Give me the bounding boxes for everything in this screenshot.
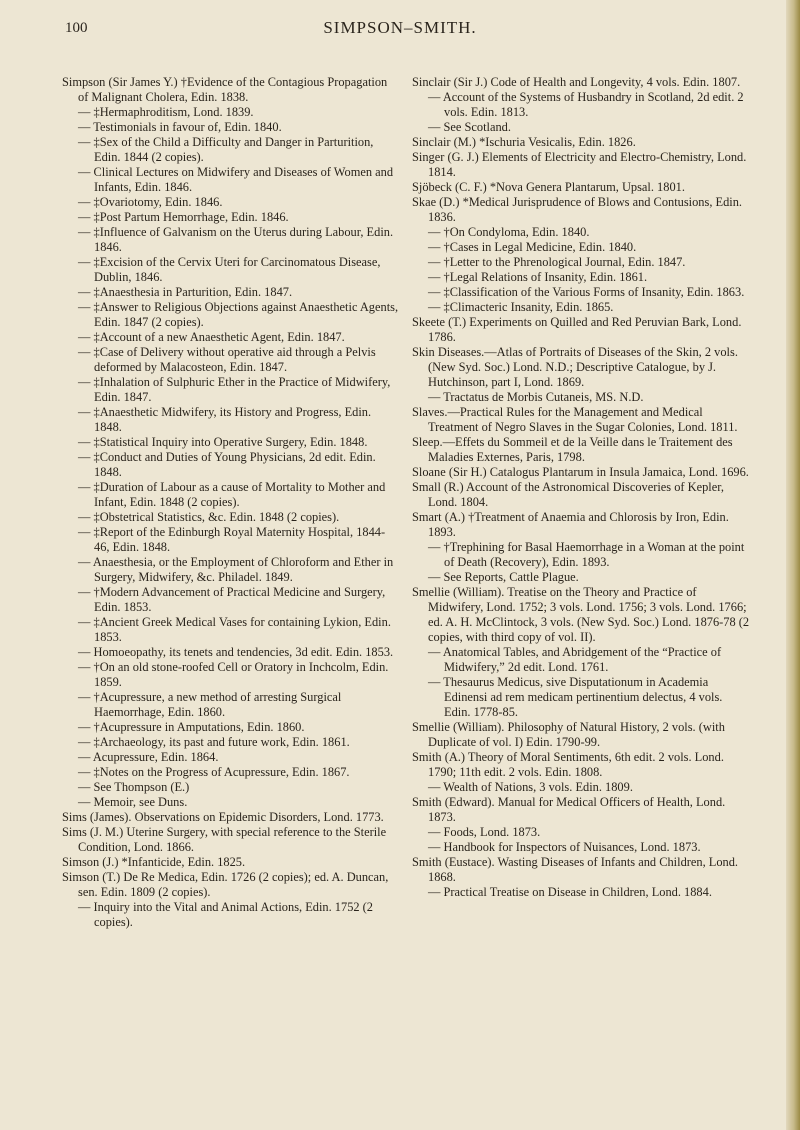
catalogue-entry: Smellie (William). Philosophy of Natural History, 2 vols. (with Duplicate of vol. I) Edin. 1790-99. [412,720,725,749]
catalogue-entry: Smith (A.) Theory of Moral Sentiments, 6th edit. 2 vols. Lond. 1790; 11th edit. 2 vols. Edin. 1808. [412,750,724,779]
catalogue-entry: — †Cases in Legal Medicine, Edin. 1840. [412,240,750,255]
catalogue-entry: — ‡Archaeology, its past and future work, Edin. 1861. [62,735,400,750]
catalogue-entry: — Testimonials in favour of, Edin. 1840. [62,120,400,135]
catalogue-entry: — †On an old stone-roofed Cell or Oratory in Inchcolm, Edin. 1859. [62,660,400,690]
catalogue-entry: Simson (J.) *Infanticide, Edin. 1825. [62,855,246,869]
catalogue-entry: — See Reports, Cattle Plague. [412,570,750,585]
catalogue-entry: — ‡Inhalation of Sulphuric Ether in the Practice of Midwifery, Edin. 1847. [62,375,400,405]
catalogue-entry: — ‡Case of Delivery without operative aid through a Pelvis deformed by Malacosteon, Edin. 1847. [62,345,400,375]
catalogue-entry: Slaves.—Practical Rules for the Management and Medical Treatment of Negro Slaves in the Sugar Colonies, Lond. 1811. [412,405,738,434]
catalogue-entry: — ‡Conduct and Duties of Young Physicians, 2d edit. Edin. 1848. [62,450,400,480]
catalogue-entry: — †Acupressure, a new method of arresting Surgical Haemorrhage, Edin. 1860. [62,690,400,720]
catalogue-entry: — Thesaurus Medicus, sive Disputationum in Academia Edinensi ad rem medicam pertinentium delectus, 4 vols. Edin. 1778-85. [412,675,750,720]
catalogue-entry: — ‡Excision of the Cervix Uteri for Carcinomatous Disease, Dublin, 1846. [62,255,400,285]
catalogue-entry: Sjöbeck (C. F.) *Nova Genera Plantarum, Upsal. 1801. [412,180,685,194]
catalogue-entry: — †Acupressure in Amputations, Edin. 1860. [62,720,400,735]
page-number: 100 [65,20,88,36]
catalogue-entry: — ‡Anaesthetic Midwifery, its History and Progress, Edin. 1848. [62,405,400,435]
catalogue-entry: — ‡Hermaphroditism, Lond. 1839. [62,105,400,120]
catalogue-entry: — Practical Treatise on Disease in Children, Lond. 1884. [412,885,750,900]
catalogue-entry: — ‡Notes on the Progress of Acupressure, Edin. 1867. [62,765,400,780]
catalogue-entry: — See Scotland. [412,120,750,135]
catalogue-entry: — Anaesthesia, or the Employment of Chloroform and Ether in Surgery, Midwifery, &c. Philadel. 1849. [62,555,400,585]
catalogue-entry: — See Thompson (E.) [62,780,400,795]
catalogue-entry: Simson (T.) De Re Medica, Edin. 1726 (2 copies); ed. A. Duncan, sen. Edin. 1809 (2 copies). [62,870,389,899]
catalogue-entry: Smellie (William). Treatise on the Theory and Practice of Midwifery, Lond. 1752; 3 vols. Lond. 1756; 3 vols. Lond. 1766; ed. A. H. McClintock, 3 vols. (New Syd. Soc.) Lond. 1876-78 (2 copies, with third copy of vol. II). [412,585,750,644]
catalogue-entry: — ‡Post Partum Hemorrhage, Edin. 1846. [62,210,400,225]
catalogue-entry: — ‡Report of the Edinburgh Royal Maternity Hospital, 1844-46, Edin. 1848. [62,525,400,555]
catalogue-entry: — Memoir, see Duns. [62,795,400,810]
catalogue-entry: — Anatomical Tables, and Abridgement of the “Practice of Midwifery,” 2d edit. Lond. 1761. [412,645,750,675]
catalogue-entry: — Handbook for Inspectors of Nuisances, Lond. 1873. [412,840,750,855]
catalogue-entry: Smith (Edward). Manual for Medical Officers of Health, Lond. 1873. [412,795,726,824]
catalogue-entry: — ‡Account of a new Anaesthetic Agent, Edin. 1847. [62,330,400,345]
catalogue-entry: Skeete (T.) Experiments on Quilled and Red Peruvian Bark, Lond. 1786. [412,315,742,344]
catalogue-entry: — †Legal Relations of Insanity, Edin. 1861. [412,270,750,285]
catalogue-entry: Small (R.) Account of the Astronomical Discoveries of Kepler, Lond. 1804. [412,480,724,509]
catalogue-entry: — Inquiry into the Vital and Animal Actions, Edin. 1752 (2 copies). [62,900,400,930]
catalogue-entry: Singer (G. J.) Elements of Electricity and Electro-Chemistry, Lond. 1814. [412,150,747,179]
catalogue-entry: — ‡Anaesthesia in Parturition, Edin. 1847. [62,285,400,300]
catalogue-entry: Skin Diseases.—Atlas of Portraits of Diseases of the Skin, 2 vols. (New Syd. Soc.) Lond. N.D.; Descriptive Catalogue, by J. Hutchinson, part I, Lond. 1869. [412,345,738,389]
catalogue-entry: — ‡Ancient Greek Medical Vases for containing Lykion, Edin. 1853. [62,615,400,645]
catalogue-entry: — ‡Statistical Inquiry into Operative Surgery, Edin. 1848. [62,435,400,450]
catalogue-entry: — ‡Obstetrical Statistics, &c. Edin. 1848 (2 copies). [62,510,400,525]
left-column [62,75,400,930]
catalogue-entry: — Wealth of Nations, 3 vols. Edin. 1809. [412,780,750,795]
page-edge [786,0,800,1130]
catalogue-entry: — ‡Sex of the Child a Difficulty and Danger in Parturition, Edin. 1844 (2 copies). [62,135,400,165]
catalogue-entry: Skae (D.) *Medical Jurisprudence of Blows and Contusions, Edin. 1836. [412,195,743,224]
catalogue-entry: Sims (James). Observations on Epidemic Disorders, Lond. 1773. [62,810,384,824]
catalogue-entry: — Clinical Lectures on Midwifery and Diseases of Women and Infants, Edin. 1846. [62,165,400,195]
catalogue-entry: — †Modern Advancement of Practical Medicine and Surgery, Edin. 1853. [62,585,400,615]
catalogue-entry: — †Trephining for Basal Haemorrhage in a Woman at the point of Death (Recovery), Edin. 1893. [412,540,750,570]
catalogue-entry: Sleep.—Effets du Sommeil et de la Veille dans le Traitement des Maladies Externes, Paris, 1798. [412,435,733,464]
right-column [412,75,750,900]
catalogue-entry: — ‡Influence of Galvanism on the Uterus during Labour, Edin. 1846. [62,225,400,255]
catalogue-entry: — ‡Classification of the Various Forms of Insanity, Edin. 1863. [412,285,750,300]
catalogue-entry: — Foods, Lond. 1873. [412,825,750,840]
catalogue-entry: — †On Condyloma, Edin. 1840. [412,225,750,240]
catalogue-entry: Sims (J. M.) Uterine Surgery, with special reference to the Sterile Condition, Lond. 1866. [62,825,387,854]
catalogue-entry: — ‡Climacteric Insanity, Edin. 1865. [412,300,750,315]
catalogue-entry: — †Letter to the Phrenological Journal, Edin. 1847. [412,255,750,270]
catalogue-entry: — ‡Duration of Labour as a cause of Mortality to Mother and Infant, Edin. 1848 (2 copies). [62,480,400,510]
catalogue-entry: — ‡Ovariotomy, Edin. 1846. [62,195,400,210]
catalogue-entry: — Acupressure, Edin. 1864. [62,750,400,765]
catalogue-entry: Sinclair (M.) *Ischuria Vesicalis, Edin. 1826. [412,135,636,149]
catalogue-entry: — ‡Answer to Religious Objections against Anaesthetic Agents, Edin. 1847 (2 copies). [62,300,400,330]
catalogue-entry: Smith (Eustace). Wasting Diseases of Infants and Children, Lond. 1868. [412,855,739,884]
catalogue-entry: — Tractatus de Morbis Cutaneis, MS. N.D. [412,390,750,405]
catalogue-entry: Simpson (Sir James Y.) †Evidence of the Contagious Propagation of Malignant Cholera, Edin. 1838. [62,75,388,104]
running-head: SIMPSON–SMITH. [323,18,477,37]
catalogue-entry: Smart (A.) †Treatment of Anaemia and Chlorosis by Iron, Edin. 1893. [412,510,729,539]
catalogue-entry: — Account of the Systems of Husbandry in Scotland, 2d edit. 2 vols. Edin. 1813. [412,90,750,120]
catalogue-entry: Sloane (Sir H.) Catalogus Plantarum in Insula Jamaica, Lond. 1696. [412,465,749,479]
catalogue-entry: Sinclair (Sir J.) Code of Health and Longevity, 4 vols. Edin. 1807. [412,75,741,89]
catalogue-entry: — Homoeopathy, its tenets and tendencies, 3d edit. Edin. 1853. [62,645,400,660]
